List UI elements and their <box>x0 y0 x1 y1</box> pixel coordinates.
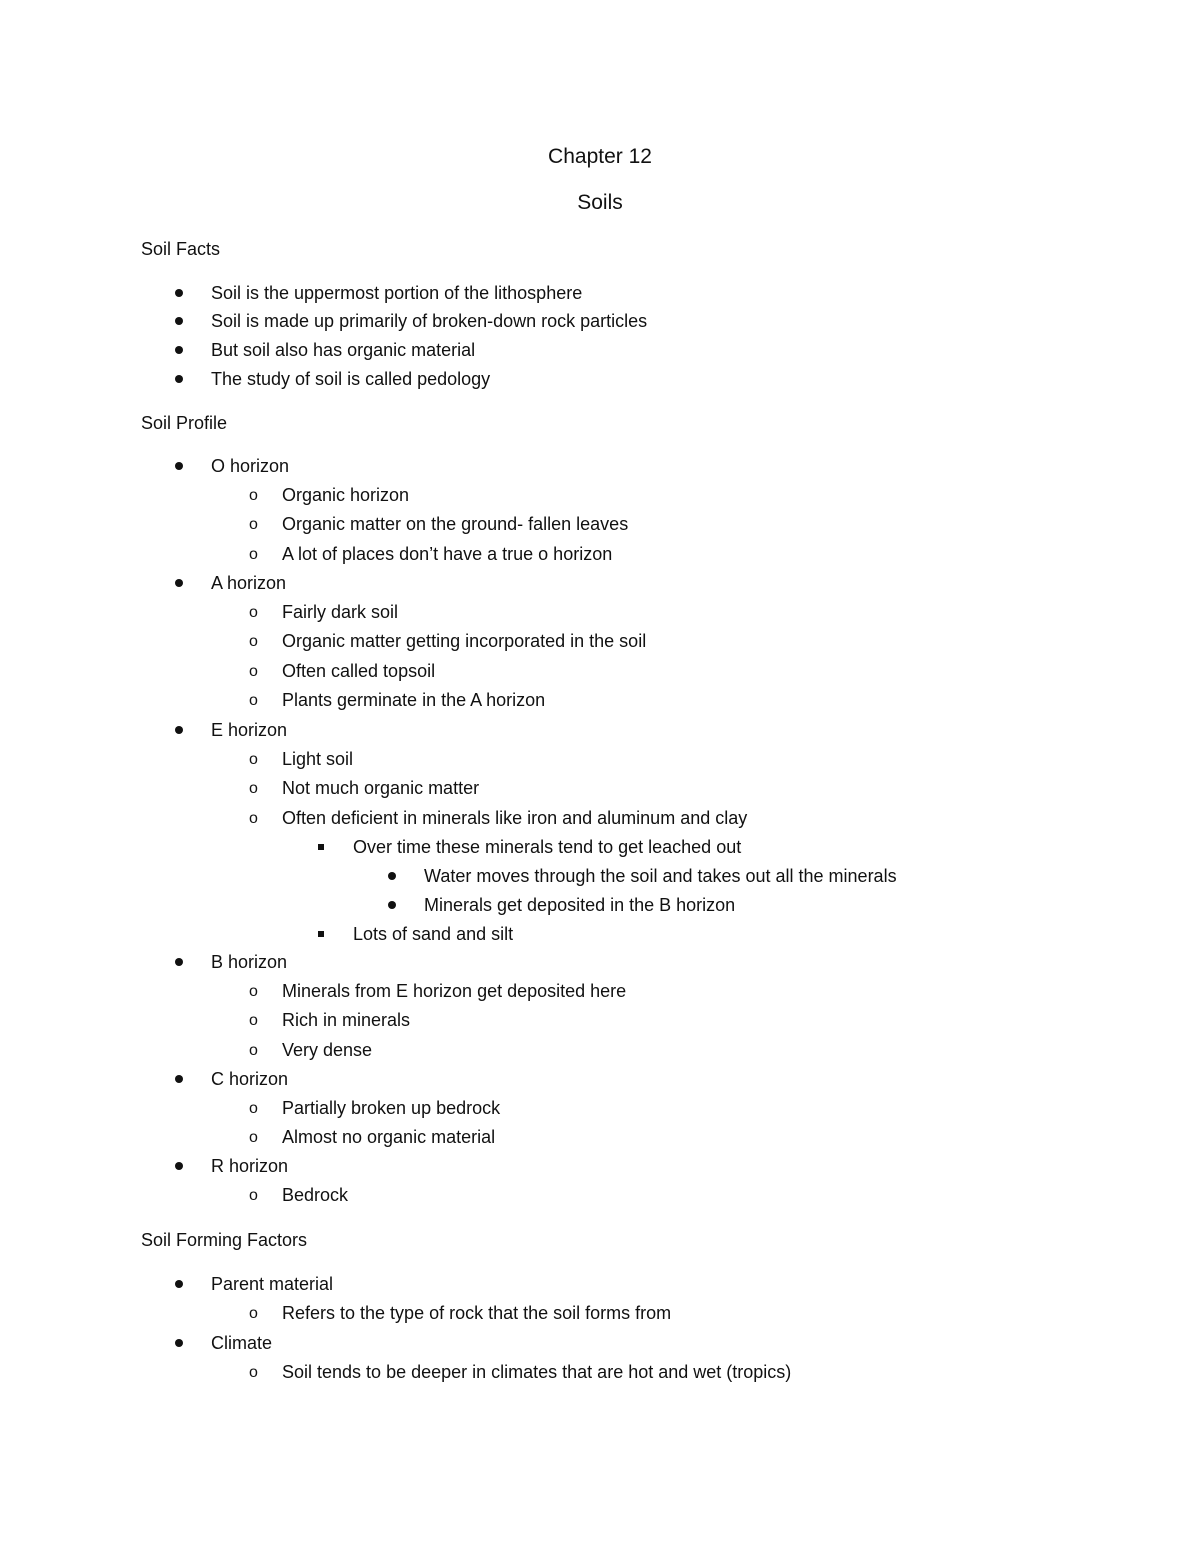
bullet-icon <box>175 346 183 354</box>
circle-bullet-icon: o <box>249 1305 258 1322</box>
bullet-icon <box>175 289 183 297</box>
list-item: o Often deficient in minerals like iron and aluminum and clay <box>249 808 748 828</box>
square-bullet-icon <box>318 844 324 850</box>
circle-bullet-icon: o <box>249 487 258 504</box>
section-heading-soil-profile: Soil Profile <box>141 413 228 433</box>
circle-bullet-icon: o <box>249 1012 258 1029</box>
list-item-o-horizon: O horizon <box>211 455 289 477</box>
section-heading-soil-forming-factors: Soil Forming Factors <box>141 1230 308 1250</box>
list-item: o A lot of places don’t have a true o horizon <box>249 544 613 564</box>
list-item: o Often called topsoil <box>249 661 436 681</box>
circle-bullet-icon: o <box>249 1187 258 1204</box>
circle-bullet-icon: o <box>249 1042 258 1059</box>
list-item: Minerals get deposited in the B horizon <box>424 894 735 916</box>
bullet-icon <box>175 579 183 587</box>
circle-bullet-icon: o <box>249 516 258 533</box>
circle-bullet-icon: o <box>249 983 258 1000</box>
circle-bullet-icon: o <box>249 604 258 621</box>
bullet-icon <box>175 958 183 966</box>
circle-bullet-icon: o <box>249 751 258 768</box>
list-item: o Organic matter getting incorporated in the soil <box>249 631 647 651</box>
square-bullet-icon <box>318 931 324 937</box>
list-item: o Not much organic matter <box>249 778 480 798</box>
list-item: The study of soil is called pedology <box>211 368 490 390</box>
bullet-icon <box>388 872 396 880</box>
list-item-e-horizon: E horizon <box>211 719 287 741</box>
list-item-r-horizon: R horizon <box>211 1155 288 1177</box>
list-item: o Plants germinate in the A horizon <box>249 690 546 710</box>
list-item: o Almost no organic material <box>249 1127 496 1147</box>
circle-bullet-icon: o <box>249 663 258 680</box>
list-item: Soil is the uppermost portion of the lithosphere <box>211 282 582 304</box>
bullet-icon <box>388 901 396 909</box>
list-item: Soil is made up primarily of broken-down rock particles <box>211 310 647 332</box>
list-item: o Light soil <box>249 749 354 769</box>
section-heading-soil-facts: Soil Facts <box>141 239 221 259</box>
bullet-icon <box>175 1339 183 1347</box>
list-item: Over time these minerals tend to get leached out <box>353 836 741 858</box>
circle-bullet-icon: o <box>249 692 258 709</box>
list-item: Lots of sand and silt <box>353 923 513 945</box>
bullet-icon <box>175 375 183 383</box>
circle-bullet-icon: o <box>249 780 258 797</box>
circle-bullet-icon: o <box>249 1100 258 1117</box>
list-item-parent-material: Parent material <box>211 1273 333 1295</box>
circle-bullet-icon: o <box>249 1364 258 1381</box>
list-item: But soil also has organic material <box>211 339 475 361</box>
list-item: o Refers to the type of rock that the soil forms from <box>249 1303 672 1323</box>
list-item: o Minerals from E horizon get deposited here <box>249 981 627 1001</box>
list-item-a-horizon: A horizon <box>211 572 286 594</box>
list-item: o Bedrock <box>249 1185 349 1205</box>
list-item-climate: Climate <box>211 1332 272 1354</box>
list-item-c-horizon: C horizon <box>211 1068 288 1090</box>
list-item: o Organic matter on the ground- fallen leaves <box>249 514 629 534</box>
list-item: o Fairly dark soil <box>249 602 399 622</box>
circle-bullet-icon: o <box>249 546 258 563</box>
bullet-icon <box>175 1162 183 1170</box>
list-item: Water moves through the soil and takes out all the minerals <box>424 865 897 887</box>
bullet-icon <box>175 726 183 734</box>
list-item: o Partially broken up bedrock <box>249 1098 501 1118</box>
list-item-b-horizon: B horizon <box>211 951 287 973</box>
list-item: o Very dense <box>249 1040 373 1060</box>
bullet-icon <box>175 1075 183 1083</box>
bullet-icon <box>175 317 183 325</box>
chapter-subtitle: Soils <box>577 191 623 214</box>
list-item: o Soil tends to be deeper in climates that are hot and wet (tropics) <box>249 1362 792 1382</box>
list-item: o Organic horizon <box>249 485 410 505</box>
circle-bullet-icon: o <box>249 810 258 827</box>
circle-bullet-icon: o <box>249 1129 258 1146</box>
chapter-title: Chapter 12 <box>548 145 652 168</box>
circle-bullet-icon: o <box>249 633 258 650</box>
bullet-icon <box>175 462 183 470</box>
bullet-icon <box>175 1280 183 1288</box>
list-item: o Rich in minerals <box>249 1010 411 1030</box>
